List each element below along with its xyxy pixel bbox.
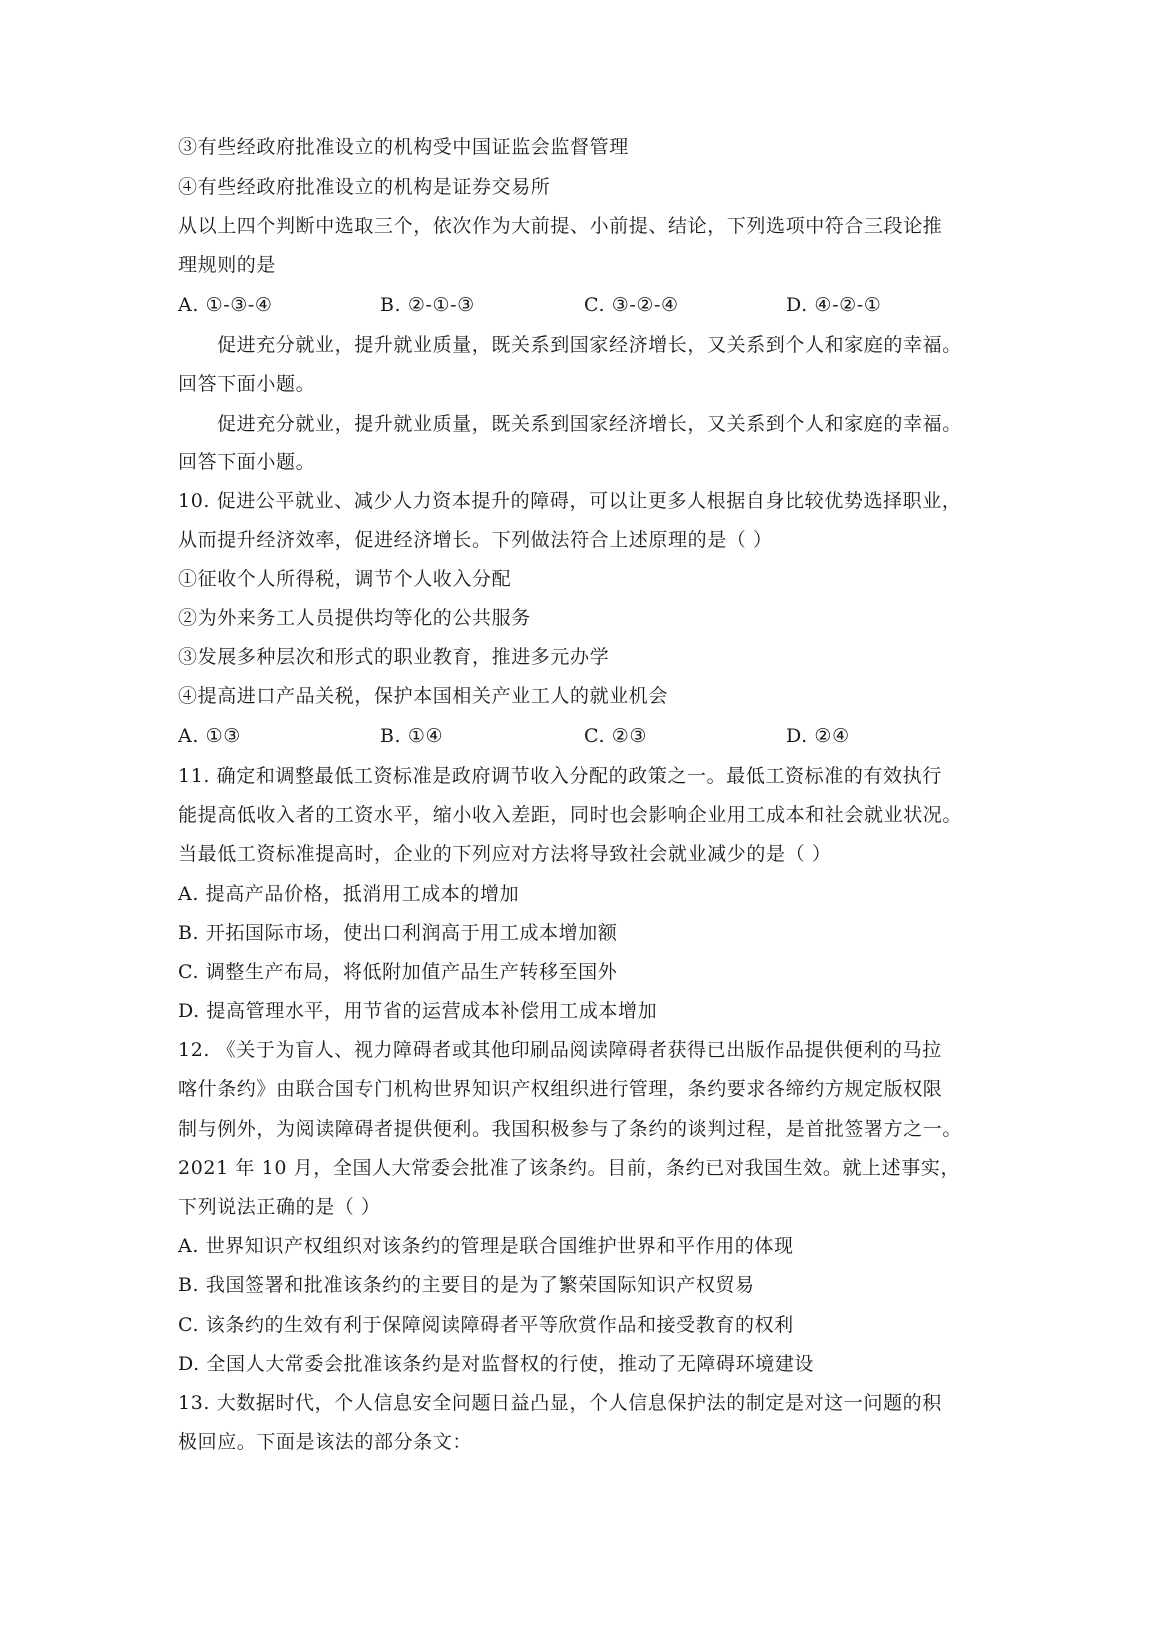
q10-item-3: ③发展多种层次和形式的职业教育，推进多元办学	[178, 646, 610, 668]
q12-option-c: C. 该条约的生效有利于保障阅读障碍者平等欣赏作品和接受教育的权利	[178, 1314, 794, 1336]
q10-stem-line-1: 10. 促进公平就业、减少人力资本提升的障碍，可以让更多人根据自身比较优势选择职业，	[178, 490, 962, 512]
intro-2-line-1: 促进充分就业，提升就业质量，既关系到国家经济增长，又关系到个人和家庭的幸福。	[217, 413, 962, 435]
q12-option-b: B. 我国签署和批准该条约的主要目的是为了繁荣国际知识产权贸易	[178, 1274, 755, 1296]
intro-1-line-1: 促进充分就业，提升就业质量，既关系到国家经济增长，又关系到个人和家庭的幸福。	[217, 334, 962, 356]
q12-stem-line-2: 喀什条约》由联合国专门机构世界知识产权组织进行管理，条约要求各缔约方规定版权限	[178, 1078, 943, 1100]
q12-stem-line-4: 2021 年 10 月，全国人大常委会批准了该条约。目前，条约已对我国生效。就上述事实，	[178, 1157, 961, 1179]
instruction-line-2: 理规则的是	[178, 254, 277, 276]
q12-stem-line-1: 12. 《关于为盲人、视力障碍者或其他印刷品阅读障碍者获得已出版作品提供便利的马拉	[178, 1039, 942, 1061]
q10-option-b: B. ①④	[380, 725, 444, 747]
q11-option-d: D. 提高管理水平，用节省的运营成本补偿用工成本增加	[178, 1000, 658, 1022]
q11-stem-line-2: 能提高低收入者的工资水平，缩小收入差距，同时也会影响企业用工成本和社会就业状况。	[178, 804, 963, 826]
intro-1-line-2: 回答下面小题。	[178, 373, 316, 395]
q11-option-a: A. 提高产品价格，抵消用工成本的增加	[178, 883, 520, 905]
premise-4: ④有些经政府批准设立的机构是证券交易所	[178, 176, 551, 198]
q12-stem-line-3: 制与例外，为阅读障碍者提供便利。我国积极参与了条约的谈判过程，是首批签署方之一。	[178, 1118, 963, 1140]
q10-option-d: D. ②④	[786, 725, 850, 747]
q12-stem-line-5: 下列说法正确的是（ ）	[178, 1196, 381, 1218]
q10-option-c: C. ②③	[584, 725, 648, 747]
q12-option-d: D. 全国人大常委会批准该条约是对监督权的行使，推动了无障碍环境建设	[178, 1353, 815, 1375]
instruction-line-1: 从以上四个判断中选取三个，依次作为大前提、小前提、结论，下列选项中符合三段论推	[178, 215, 943, 237]
q9-option-d: D. ④-②-①	[786, 294, 882, 316]
q10-item-4: ④提高进口产品关税，保护本国相关产业工人的就业机会	[178, 685, 669, 707]
q13-stem-line-1: 13. 大数据时代，个人信息安全问题日益凸显，个人信息保护法的制定是对这一问题的积	[178, 1392, 942, 1414]
q13-stem-line-2: 极回应。下面是该法的部分条文：	[178, 1431, 473, 1453]
q11-stem-line-1: 11. 确定和调整最低工资标准是政府调节收入分配的政策之一。最低工资标准的有效执行	[178, 765, 942, 787]
q9-option-a: A. ①-③-④	[178, 294, 273, 316]
q9-option-c: C. ③-②-④	[584, 294, 679, 316]
q10-stem-line-2: 从而提升经济效率，促进经济增长。下列做法符合上述原理的是（ ）	[178, 529, 773, 551]
q10-option-a: A. ①③	[178, 725, 241, 747]
q11-stem-line-3: 当最低工资标准提高时，企业的下列应对方法将导致社会就业减少的是（ ）	[178, 843, 832, 865]
q11-option-b: B. 开拓国际市场，使出口利润高于用工成本增加额	[178, 922, 618, 944]
q10-item-2: ②为外来务工人员提供均等化的公共服务	[178, 607, 531, 629]
q10-item-1: ①征收个人所得税，调节个人收入分配	[178, 568, 512, 590]
q12-option-a: A. 世界知识产权组织对该条约的管理是联合国维护世界和平作用的体现	[178, 1235, 794, 1257]
premise-3: ③有些经政府批准设立的机构受中国证监会监督管理	[178, 136, 629, 158]
q9-option-b: B. ②-①-③	[380, 294, 475, 316]
intro-2-line-2: 回答下面小题。	[178, 451, 316, 473]
q11-option-c: C. 调整生产布局，将低附加值产品生产转移至国外	[178, 961, 618, 983]
